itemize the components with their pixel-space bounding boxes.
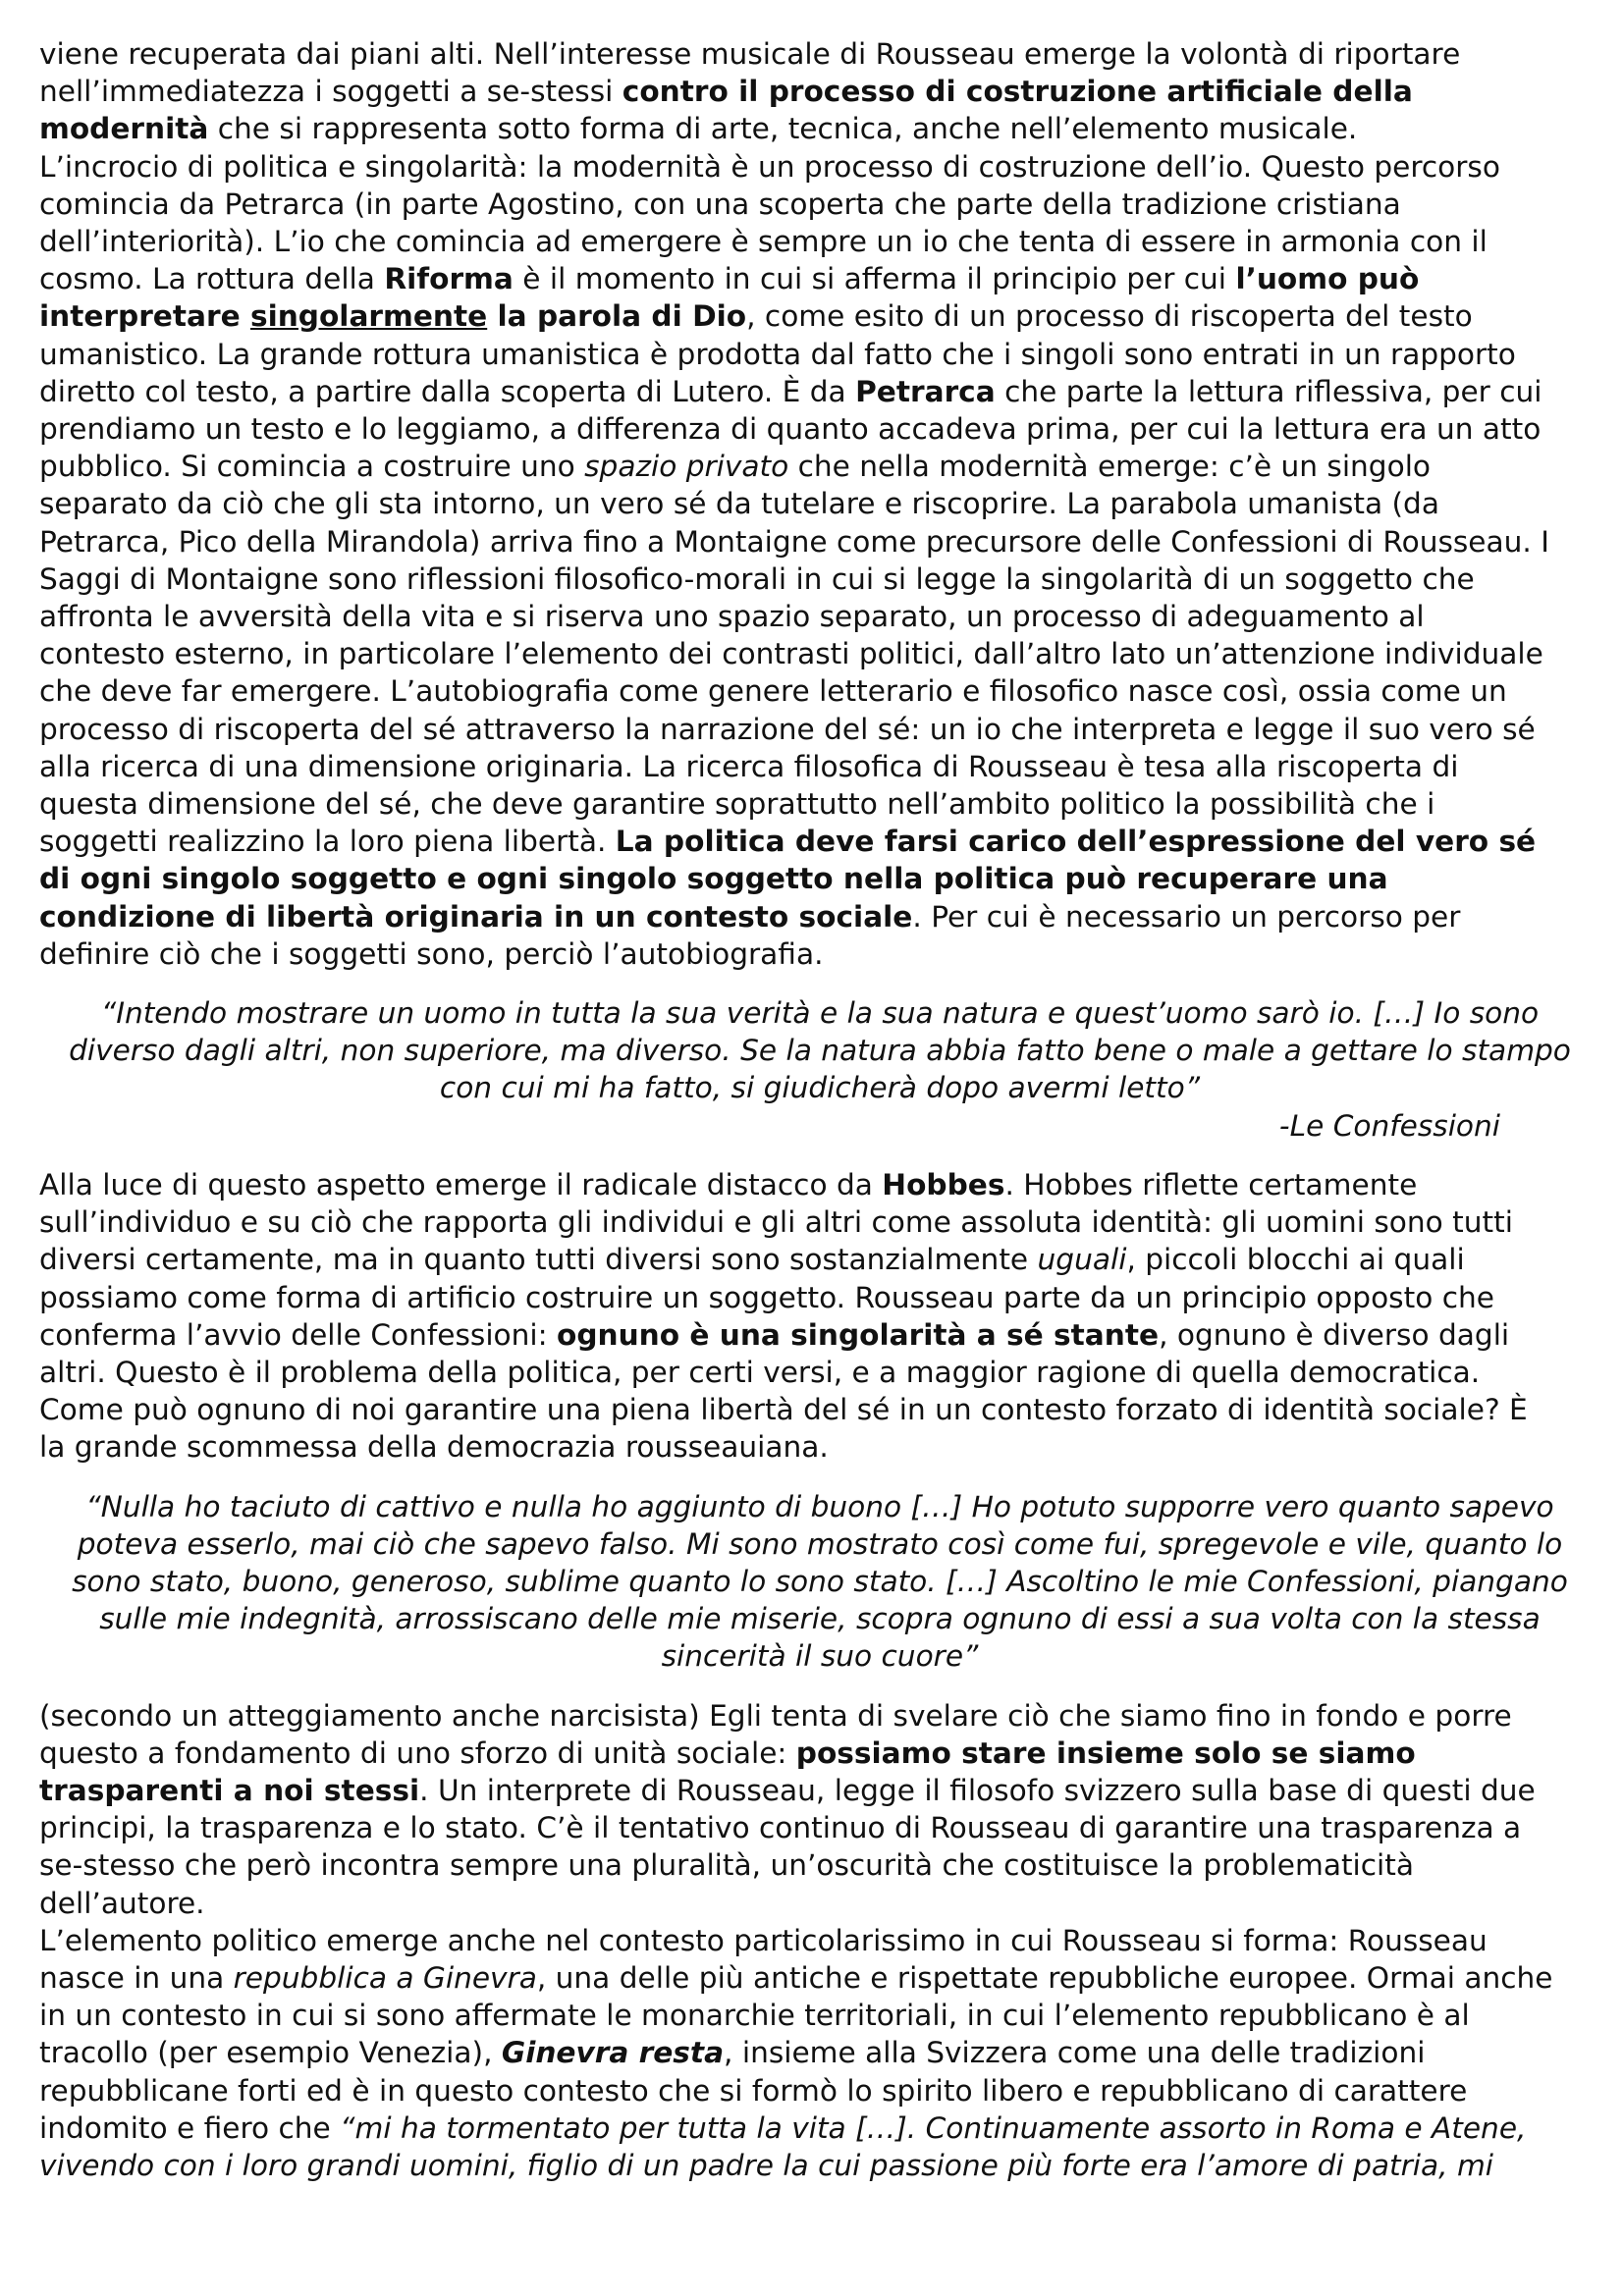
text-run: umanistico. La grande rottura umanistica è prodotta dal fatto che i singoli sono entrati in un rapporto <box>39 337 1516 371</box>
text-run: è il momento in cui si afferma il principio per cui <box>513 262 1236 296</box>
paragraph-2 <box>39 1166 1600 1467</box>
text-run: trasparenti a noi stessi <box>39 1773 420 1807</box>
text-run: La politica deve farsi carico dell’espressione del vero sé <box>615 825 1537 859</box>
text-run: modernità <box>39 112 209 146</box>
text-run: , insieme alla Svizzera come una delle tradizioni <box>724 2036 1426 2070</box>
quote-line: sincerità il suo cuore” <box>661 1639 979 1674</box>
text-run: che si rappresenta sotto forma di arte, tecnica, anche nell’elemento musicale. <box>208 112 1358 146</box>
text-line <box>39 1885 1600 1922</box>
text-line <box>39 1772 1600 1809</box>
text-line <box>39 1428 1600 1466</box>
text-line <box>39 898 1600 935</box>
text-run: interpretare <box>39 299 250 334</box>
quote-1 <box>39 994 1600 1107</box>
text-run: diversi certamente, ma in quanto tutti diversi sono sostanzialmente <box>39 1243 1038 1277</box>
quote-line: sulle mie indegnità, arrossiscano delle mie miserie, scopra ognuno di essi a sua volta con la stessa <box>99 1602 1541 1636</box>
paragraph-3 <box>39 1697 1600 2185</box>
text-run: Petrarca, Pico della Mirandola) arriva fino a Montaigne come precursore delle Confessioni di Rousseau. I <box>39 524 1549 559</box>
text-run: Alla luce di questo aspetto emerge il radicale distacco da <box>39 1167 883 1201</box>
quote-line: poteva esserlo, mai ciò che sapevo falso. Mi sono mostrato così come fui, spregevole e vile, quanto lo <box>77 1526 1563 1561</box>
text-run: che deve far emergere. L’autobiografia come genere letterario e filosofico nasce così, ossia come un <box>39 674 1507 709</box>
text-run: nell’immediatezza i soggetti a se-stessi <box>39 75 622 109</box>
text-line <box>39 110 1600 147</box>
text-line <box>39 2034 1600 2071</box>
text-run: dell’autore. <box>39 1886 205 1920</box>
text-line <box>39 1959 1600 1997</box>
quote-2 <box>39 1488 1600 1676</box>
text-run: Hobbes <box>882 1167 1005 1201</box>
text-line <box>39 1279 1600 1316</box>
text-run: nasce in una <box>39 1960 234 1995</box>
text-run: , ognuno è diverso dagli <box>1159 1317 1510 1352</box>
text-run: vivendo con i loro grandi uomini, figlio di un padre la cui passione più forte era l’amore di patria, mi <box>39 2148 1494 2182</box>
text-run: Riforma <box>384 262 514 296</box>
paragraph-1 <box>39 35 1600 973</box>
text-line <box>39 448 1600 485</box>
text-line <box>39 73 1600 110</box>
text-run: la grande scommessa della democrazia rousseauiana. <box>39 1430 829 1465</box>
text-run: tracollo (per esempio Venezia), <box>39 2036 502 2070</box>
text-run: prendiamo un testo e lo leggiamo, a differenza di quanto accadeva prima, per cui la lettura era un atto <box>39 412 1542 447</box>
quote-line: sono stato, buono, generoso, sublime quanto lo sono stato. […] Ascoltino le mie Confessioni, piangano <box>72 1564 1568 1598</box>
text-run: , piccoli blocchi ai quali <box>1126 1243 1465 1277</box>
text-line <box>39 1391 1600 1428</box>
text-run: che nella modernità emerge: c’è un singolo <box>788 450 1432 484</box>
text-line <box>39 35 1600 73</box>
text-line <box>39 373 1600 410</box>
text-run: L’elemento politico emerge anche nel contesto particolarissimo in cui Rousseau si forma: Rousseau <box>39 1923 1488 1957</box>
text-run: singolarmente <box>249 299 488 334</box>
text-run: di ogni singolo soggetto e ogni singolo soggetto nella politica può recuperare una <box>39 862 1388 896</box>
text-run: soggetti realizzino la loro piena libertà. <box>39 825 616 859</box>
text-run: conferma l’avvio delle Confessioni: <box>39 1317 558 1352</box>
text-run: dell’interiorità). L’io che comincia ad emergere è sempre un io che tenta di essere in armonia con il <box>39 225 1488 259</box>
text-line <box>39 1922 1600 1959</box>
text-run: possiamo come forma di artificio costruire un soggetto. Rousseau parte da un principio opposto che <box>39 1280 1494 1314</box>
text-line <box>39 1997 1600 2034</box>
text-run: altri. Questo è il problema della politica, per certi versi, e a maggior ragione di quella democratica. <box>39 1355 1481 1389</box>
text-run: . Hobbes riflette certamente <box>1004 1167 1418 1201</box>
text-run: affronta le avversità della vita e si riserva uno spazio separato, un processo di adeguamento al <box>39 600 1425 634</box>
text-run: (secondo un atteggiamento anche narcisista) Egli tenta di svelare ciò che siamo fino in fondo e porre <box>39 1698 1512 1733</box>
text-run: . Per cui è necessario un percorso per <box>912 899 1461 934</box>
text-run: alla ricerca di una dimensione originaria. La ricerca filosofica di Rousseau è tesa alla riscoperta di <box>39 749 1459 783</box>
text-run: possiamo stare insieme solo se siamo <box>795 1735 1416 1770</box>
text-run: questo a fondamento di uno sforzo di unità sociale: <box>39 1735 796 1770</box>
text-line <box>39 1203 1600 1241</box>
text-run: definire ciò che i soggetti sono, perciò l’autobiografia. <box>39 936 824 971</box>
text-line <box>39 1241 1600 1278</box>
text-line <box>39 1166 1600 1203</box>
quote-line: con cui mi ha fatto, si giudicherà dopo avermi letto” <box>439 1071 1201 1105</box>
text-line <box>39 186 1600 223</box>
quote-line: “Intendo mostrare un uomo in tutta la sua verità e la sua natura e quest’uomo sarò io. […] Io sono <box>100 996 1540 1031</box>
text-run: , come esito di un processo di riscoperta del testo <box>746 299 1473 334</box>
text-run: principi, la trasparenza e lo stato. C’è il tentativo continuo di Rousseau di garantire una trasparenza a <box>39 1811 1522 1845</box>
text-line <box>39 223 1600 260</box>
text-run: ognuno è una singolarità a sé stante <box>557 1317 1160 1352</box>
text-line <box>39 1735 1600 1772</box>
text-line <box>39 410 1600 448</box>
text-run: “mi ha tormentato per tutta la vita […]. Continuamente assorto in Roma e Atene, <box>340 2110 1527 2145</box>
text-line <box>39 2072 1600 2109</box>
text-run: che parte la lettura riflessiva, per cui <box>995 374 1542 408</box>
text-line <box>39 336 1600 373</box>
text-line <box>39 2109 1600 2147</box>
text-line <box>39 1809 1600 1846</box>
text-run: , una delle più antiche e rispettate repubbliche europee. Ormai anche <box>536 1960 1553 1995</box>
text-line <box>39 523 1600 561</box>
text-line <box>39 485 1600 522</box>
text-run: l’uomo può <box>1235 262 1420 296</box>
text-run: se-stesso che però incontra sempre una pluralità, un’oscurità che costituisce la problematicità <box>39 1848 1415 1883</box>
text-run: repubblicane forti ed è in questo contesto che si formò lo spirito libero e repubblicano di carattere <box>39 2073 1468 2108</box>
text-run: uguali <box>1037 1243 1127 1277</box>
text-line <box>39 823 1600 860</box>
text-run: Saggi di Montaigne sono riflessioni filosofico-morali in cui si legge la singolarità di un soggetto che <box>39 561 1475 596</box>
text-run: viene recuperata dai piani alti. Nell’interesse musicale di Rousseau emerge la volontà di riportare <box>39 37 1461 71</box>
text-line <box>39 260 1600 297</box>
text-line <box>39 148 1600 186</box>
text-line <box>39 860 1600 897</box>
text-run: processo di riscoperta del sé attraverso la narrazione del sé: un io che interpreta e legge il suo vero sé <box>39 712 1536 746</box>
text-run: separato da ciò che gli sta intorno, un vero sé da tutelare e riscoprire. La parabola umanista (da <box>39 487 1439 521</box>
text-run: la parola di Dio <box>487 299 747 334</box>
text-line <box>39 711 1600 748</box>
text-line <box>39 561 1600 598</box>
text-line <box>39 2147 1600 2184</box>
text-run: . Un interprete di Rousseau, legge il filosofo svizzero sulla base di questi due <box>419 1773 1536 1807</box>
text-run: in un contesto in cui si sono affermate le monarchie territoriali, in cui l’elemento repubblicano è al <box>39 1999 1470 2033</box>
text-line <box>39 598 1600 635</box>
text-line <box>39 1846 1600 1884</box>
text-run: cosmo. La rottura della <box>39 262 385 296</box>
text-run: condizione di libertà originaria in un contesto sociale <box>39 899 913 934</box>
text-run: Ginevra resta <box>501 2036 725 2070</box>
text-run: comincia da Petrarca (in parte Agostino, con una scoperta che parte della tradizione cristiana <box>39 187 1401 221</box>
text-line <box>39 297 1600 335</box>
text-run: questa dimensione del sé, che deve garantire soprattutto nell’ambito politico la possibilità che i <box>39 787 1435 822</box>
quote-line: diverso dagli altri, non superiore, ma diverso. Se la natura abbia fatto bene o male a gettare lo stampo <box>69 1034 1571 1068</box>
text-run: diretto col testo, a partire dalla scoperta di Lutero. È da <box>39 374 856 408</box>
text-line <box>39 785 1600 823</box>
text-line <box>39 635 1600 672</box>
text-run: spazio privato <box>584 450 789 484</box>
text-run: sull’individuo e su ciò che rapporta gli individui e gli altri come assoluta identità: gli uomini sono tutti <box>39 1205 1513 1240</box>
text-line <box>39 1316 1600 1354</box>
text-run: indomito e fiero che <box>39 2110 341 2145</box>
text-line <box>39 935 1600 973</box>
text-run: Petrarca <box>855 374 996 408</box>
text-run: contesto esterno, in particolare l’elemento dei contrasti politici, dall’altro lato un’attenzione individuale <box>39 637 1543 671</box>
text-line <box>39 1697 1600 1735</box>
text-run: contro il processo di costruzione artificiale della <box>622 75 1413 109</box>
text-line <box>39 748 1600 785</box>
text-line <box>39 672 1600 710</box>
text-run: Come può ognuno di noi garantire una piena libertà del sé in un contesto forzato di identità sociale? È <box>39 1393 1528 1427</box>
text-run: L’incrocio di politica e singolarità: la modernità è un processo di costruzione dell’io. Questo percorso <box>39 149 1500 184</box>
text-run: repubblica a Ginevra <box>233 1960 537 1995</box>
text-run: pubblico. Si comincia a costruire uno <box>39 450 585 484</box>
quote-line: “Nulla ho taciuto di cattivo e nulla ho aggiunto di buono […] Ho potuto supporre vero quanto sapevo <box>85 1489 1554 1523</box>
document-page <box>39 35 1600 2184</box>
text-line <box>39 1354 1600 1391</box>
quote-1-attribution: -Le Confessioni <box>1278 1108 1500 1143</box>
